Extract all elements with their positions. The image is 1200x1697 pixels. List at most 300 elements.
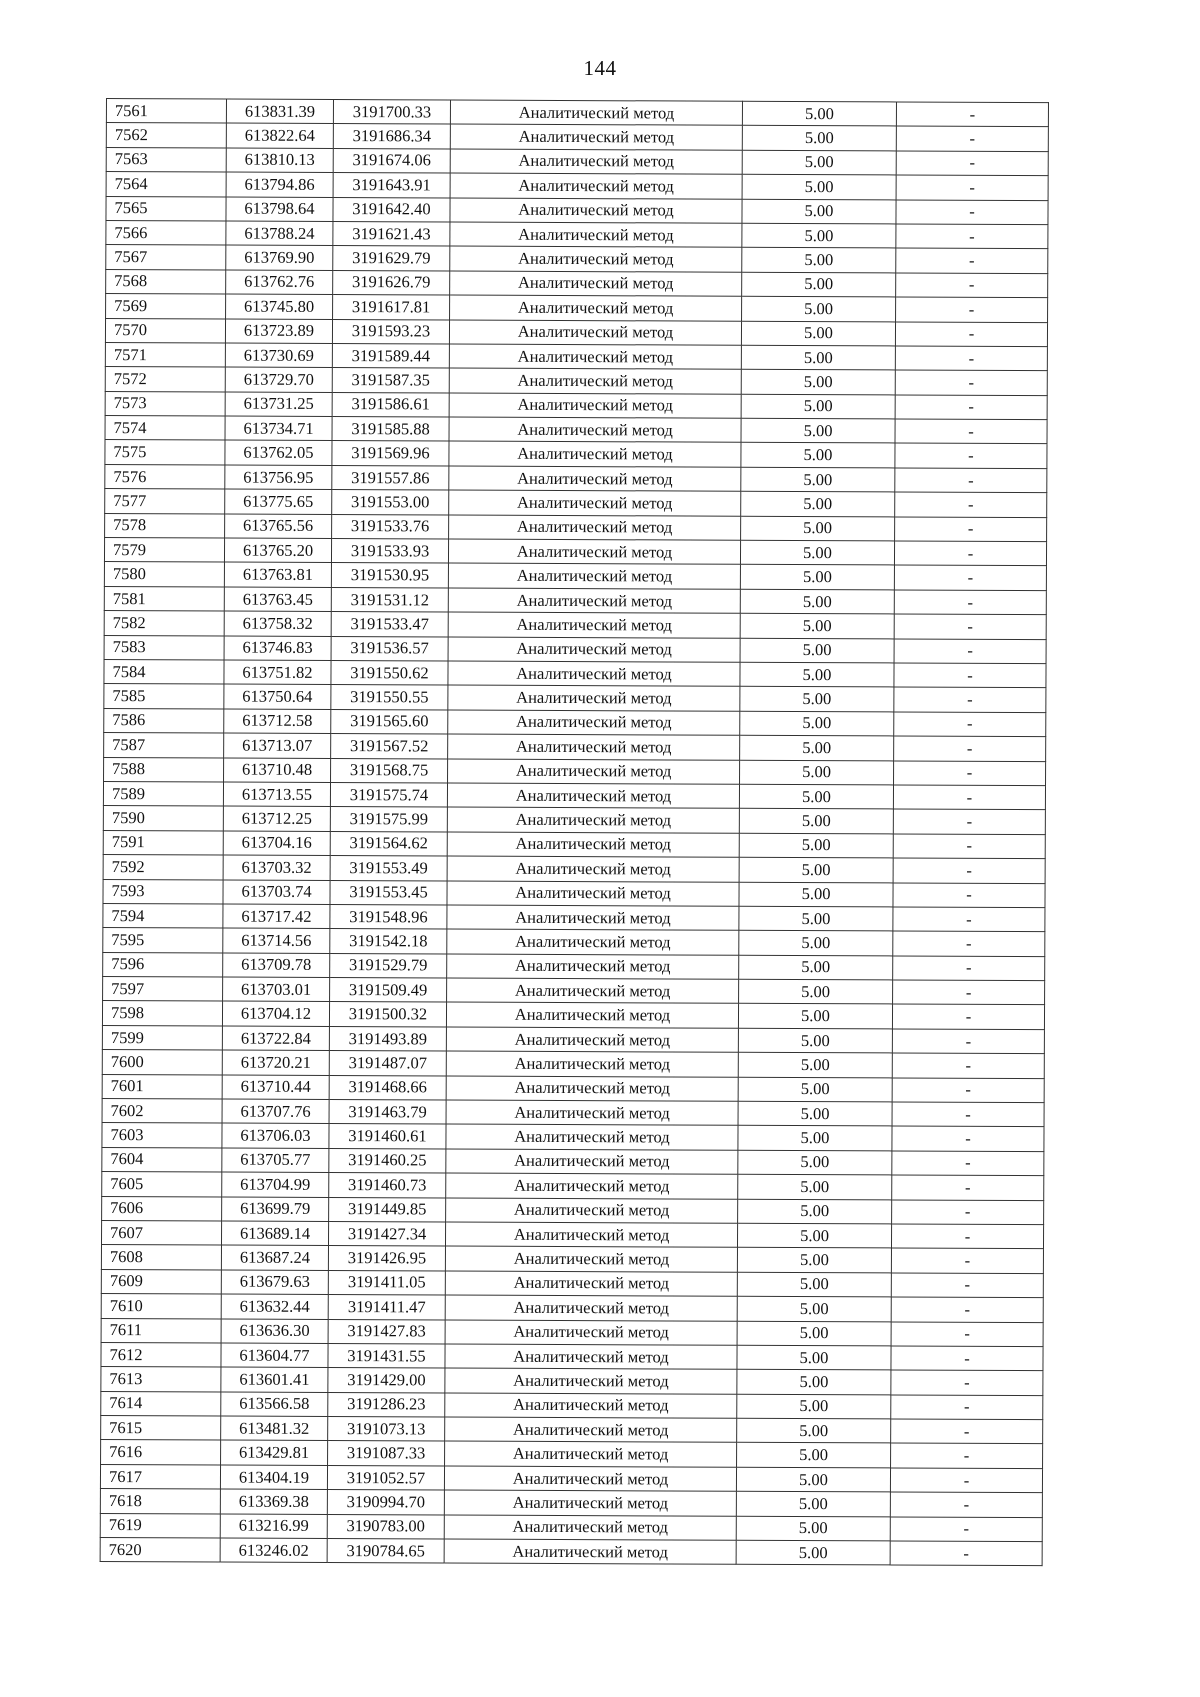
accuracy-cell: 5.00 [742,248,896,273]
accuracy-cell: 5.00 [742,174,896,199]
note-cell: - [893,858,1045,883]
accuracy-cell: 5.00 [738,1101,892,1126]
method-cell: Аналитический метод [445,1368,737,1394]
note-cell: - [896,175,1048,200]
method-cell: Аналитический метод [447,978,739,1004]
note-cell: - [891,1419,1043,1444]
x-coordinate-cell: 613720.21 [222,1050,329,1075]
point-number-cell: 7584 [104,659,224,684]
y-coordinate-cell: 3191565.60 [331,709,448,734]
method-cell: Аналитический метод [447,783,739,809]
note-cell: - [892,1053,1044,1078]
x-coordinate-cell: 613709.78 [223,953,330,978]
point-number-cell: 7599 [102,1025,222,1050]
method-cell: Аналитический метод [444,1515,736,1541]
x-coordinate-cell: 613763.81 [224,562,331,587]
note-cell: - [890,1492,1042,1517]
note-cell: - [896,224,1048,249]
point-number-cell: 7565 [106,196,226,221]
method-cell: Аналитический метод [448,685,740,711]
point-number-cell: 7586 [104,708,224,733]
point-number-cell: 7602 [102,1099,222,1124]
point-number-cell: 7613 [101,1367,221,1392]
method-cell: Аналитический метод [448,588,740,614]
y-coordinate-cell: 3191073.13 [328,1417,445,1442]
method-cell: Аналитический метод [447,880,739,906]
y-coordinate-cell: 3191533.93 [331,539,448,564]
point-number-cell: 7571 [105,342,225,367]
method-cell: Аналитический метод [450,295,742,321]
method-cell: Аналитический метод [448,734,740,760]
point-number-cell: 7616 [101,1440,221,1465]
x-coordinate-cell: 613703.74 [223,880,330,905]
accuracy-cell: 5.00 [738,1150,892,1175]
accuracy-cell: 5.00 [737,1321,891,1346]
x-coordinate-cell: 613703.01 [223,977,330,1002]
point-number-cell: 7618 [100,1489,220,1514]
method-cell: Аналитический метод [447,929,739,955]
y-coordinate-cell: 3191550.62 [331,660,448,685]
x-coordinate-cell: 613689.14 [221,1221,328,1246]
note-cell: - [895,517,1047,542]
x-coordinate-cell: 613566.58 [221,1392,328,1417]
accuracy-cell: 5.00 [738,1004,892,1029]
x-coordinate-cell: 613429.81 [221,1440,328,1465]
note-cell: - [895,346,1047,371]
y-coordinate-cell: 3191553.49 [330,856,447,881]
note-cell: - [895,370,1047,395]
accuracy-cell: 5.00 [739,979,893,1004]
point-number-cell: 7614 [101,1391,221,1416]
accuracy-cell: 5.00 [742,126,896,151]
note-cell: - [891,1395,1043,1420]
note-cell: - [896,273,1048,298]
note-cell: - [893,956,1045,981]
y-coordinate-cell: 3191589.44 [332,343,449,368]
y-coordinate-cell: 3191460.25 [329,1148,446,1173]
y-coordinate-cell: 3191533.47 [331,612,448,637]
note-cell: - [893,931,1045,956]
y-coordinate-cell: 3191411.05 [328,1270,445,1295]
x-coordinate-cell: 613758.32 [224,611,331,636]
y-coordinate-cell: 3191533.76 [332,514,449,539]
accuracy-cell: 5.00 [739,906,893,931]
note-cell: - [895,468,1047,493]
accuracy-cell: 5.00 [736,1540,890,1565]
x-coordinate-cell: 613831.39 [226,99,333,124]
x-coordinate-cell: 613713.55 [223,782,330,807]
y-coordinate-cell: 3191642.40 [333,197,450,222]
note-cell: - [896,126,1048,151]
method-cell: Аналитический метод [449,490,741,516]
note-cell: - [895,492,1047,517]
x-coordinate-cell: 613723.89 [225,319,332,344]
y-coordinate-cell: 3191460.61 [329,1124,446,1149]
note-cell: - [893,809,1045,834]
point-number-cell: 7595 [103,928,223,953]
point-number-cell: 7591 [103,830,223,855]
table-body [100,99,1048,1567]
x-coordinate-cell: 613703.32 [223,855,330,880]
point-number-cell: 7605 [102,1172,222,1197]
note-cell: - [894,663,1046,688]
note-cell: - [891,1248,1043,1273]
method-cell: Аналитический метод [445,1344,737,1370]
accuracy-cell: 5.00 [736,1467,890,1492]
x-coordinate-cell: 613704.99 [222,1172,329,1197]
method-cell: Аналитический метод [446,1002,738,1028]
accuracy-cell: 5.00 [740,565,894,590]
x-coordinate-cell: 613404.19 [220,1465,327,1490]
y-coordinate-cell: 3191674.06 [333,148,450,173]
note-cell: - [890,1468,1042,1493]
method-cell: Аналитический метод [447,954,739,980]
point-number-cell: 7563 [106,147,226,172]
accuracy-cell: 5.00 [740,662,894,687]
accuracy-cell: 5.00 [741,345,895,370]
method-cell: Аналитический метод [446,1100,738,1126]
method-cell: Аналитический метод [449,515,741,541]
point-number-cell: 7570 [105,318,225,343]
method-cell: Аналитический метод [450,222,742,248]
accuracy-cell: 5.00 [740,589,894,614]
x-coordinate-cell: 613712.25 [223,806,330,831]
method-cell: Аналитический метод [445,1393,737,1419]
point-number-cell: 7609 [101,1269,221,1294]
note-cell: - [893,785,1045,810]
y-coordinate-cell: 3191553.45 [330,880,447,905]
point-number-cell: 7619 [100,1513,220,1538]
method-cell: Аналитический метод [444,1466,736,1492]
note-cell: - [895,443,1047,468]
note-cell: - [895,419,1047,444]
accuracy-cell: 5.00 [741,418,895,443]
x-coordinate-cell: 613810.13 [226,148,333,173]
point-number-cell: 7615 [101,1416,221,1441]
point-number-cell: 7611 [101,1318,221,1343]
x-coordinate-cell: 613704.16 [223,831,330,856]
accuracy-cell: 5.00 [740,613,894,638]
note-cell: - [894,712,1046,737]
note-cell: - [894,541,1046,566]
coordinates-table [100,98,1049,1567]
y-coordinate-cell: 3191536.57 [331,636,448,661]
method-cell: Аналитический метод [450,100,742,126]
point-number-cell: 7574 [105,416,225,441]
y-coordinate-cell: 3191575.99 [330,807,447,832]
x-coordinate-cell: 613710.48 [224,758,331,783]
x-coordinate-cell: 613369.38 [220,1489,327,1514]
x-coordinate-cell: 613679.63 [221,1270,328,1295]
accuracy-cell: 5.00 [737,1443,891,1468]
y-coordinate-cell: 3191427.34 [328,1221,445,1246]
method-cell: Аналитический метод [450,198,742,224]
x-coordinate-cell: 613798.64 [226,197,333,222]
accuracy-cell: 5.00 [739,784,893,809]
method-cell: Аналитический метод [449,417,741,443]
point-number-cell: 7588 [104,757,224,782]
note-cell: - [893,980,1045,1005]
method-cell: Аналитический метод [450,271,742,297]
accuracy-cell: 5.00 [741,370,895,395]
y-coordinate-cell: 3190783.00 [327,1514,444,1539]
accuracy-cell: 5.00 [737,1272,891,1297]
x-coordinate-cell: 613699.79 [222,1197,329,1222]
note-cell: - [891,1321,1043,1346]
x-coordinate-cell: 613706.03 [222,1123,329,1148]
point-number-cell: 7604 [102,1147,222,1172]
y-coordinate-cell: 3191617.81 [333,295,450,320]
x-coordinate-cell: 613714.56 [223,928,330,953]
y-coordinate-cell: 3191460.73 [329,1173,446,1198]
point-number-cell: 7601 [102,1074,222,1099]
y-coordinate-cell: 3191643.91 [333,173,450,198]
x-coordinate-cell: 613765.56 [225,514,332,539]
method-cell: Аналитический метод [449,344,741,370]
note-cell: - [891,1370,1043,1395]
method-cell: Аналитический метод [446,1173,738,1199]
point-number-cell: 7592 [103,855,223,880]
x-coordinate-cell: 613481.32 [221,1416,328,1441]
accuracy-cell: 5.00 [741,443,895,468]
method-cell: Аналитический метод [447,832,739,858]
method-cell: Аналитический метод [445,1417,737,1443]
note-cell: - [892,1126,1044,1151]
accuracy-cell: 5.00 [738,1174,892,1199]
method-cell: Аналитический метод [445,1271,737,1297]
x-coordinate-cell: 613604.77 [221,1343,328,1368]
x-coordinate-cell: 613246.02 [220,1538,327,1563]
note-cell: - [896,151,1048,176]
note-cell: - [894,565,1046,590]
y-coordinate-cell: 3191087.33 [328,1441,445,1466]
accuracy-cell: 5.00 [742,223,896,248]
x-coordinate-cell: 613730.69 [225,343,332,368]
point-number-cell: 7607 [101,1220,221,1245]
y-coordinate-cell: 3191575.74 [330,782,447,807]
x-coordinate-cell: 613712.58 [224,709,331,734]
method-cell: Аналитический метод [446,1027,738,1053]
method-cell: Аналитический метод [444,1539,736,1565]
accuracy-cell: 5.00 [740,711,894,736]
note-cell: - [891,1297,1043,1322]
accuracy-cell: 5.00 [737,1345,891,1370]
point-number-cell: 7593 [103,879,223,904]
point-number-cell: 7577 [105,489,225,514]
x-coordinate-cell: 613705.77 [222,1148,329,1173]
method-cell: Аналитический метод [448,637,740,663]
method-cell: Аналитический метод [449,368,741,394]
point-number-cell: 7562 [106,123,226,148]
note-cell: - [894,687,1046,712]
note-cell: - [892,1102,1044,1127]
point-number-cell: 7589 [103,781,223,806]
method-cell: Аналитический метод [446,1124,738,1150]
note-cell: - [895,395,1047,420]
accuracy-cell: 5.00 [737,1418,891,1443]
note-cell: - [896,297,1048,322]
method-cell: Аналитический метод [448,759,740,785]
note-cell: - [892,1200,1044,1225]
method-cell: Аналитический метод [448,661,740,687]
point-number-cell: 7590 [103,806,223,831]
note-cell: - [896,200,1048,225]
accuracy-cell: 5.00 [737,1394,891,1419]
note-cell: - [894,590,1046,615]
point-number-cell: 7579 [104,538,224,563]
point-number-cell: 7568 [106,269,226,294]
y-coordinate-cell: 3191463.79 [329,1099,446,1124]
y-coordinate-cell: 3191586.61 [332,392,449,417]
method-cell: Аналитический метод [448,710,740,736]
method-cell: Аналитический метод [450,173,742,199]
method-cell: Аналитический метод [447,905,739,931]
point-number-cell: 7561 [106,99,226,124]
method-cell: Аналитический метод [445,1295,737,1321]
y-coordinate-cell: 3190994.70 [327,1490,444,1515]
accuracy-cell: 5.00 [741,467,895,492]
point-number-cell: 7576 [105,464,225,489]
method-cell: Аналитический метод [447,856,739,882]
y-coordinate-cell: 3191593.23 [332,319,449,344]
accuracy-cell: 5.00 [739,955,893,980]
y-coordinate-cell: 3191426.95 [328,1246,445,1271]
y-coordinate-cell: 3191621.43 [333,221,450,246]
y-coordinate-cell: 3191564.62 [330,831,447,856]
point-number-cell: 7567 [106,245,226,270]
point-number-cell: 7564 [106,172,226,197]
note-cell: - [896,248,1048,273]
y-coordinate-cell: 3191626.79 [333,270,450,295]
y-coordinate-cell: 3191531.12 [331,587,448,612]
x-coordinate-cell: 613822.64 [226,123,333,148]
note-cell: - [894,639,1046,664]
accuracy-cell: 5.00 [737,1223,891,1248]
point-number-cell: 7606 [102,1196,222,1221]
x-coordinate-cell: 613632.44 [221,1294,328,1319]
method-cell: Аналитический метод [447,807,739,833]
note-cell: - [892,1175,1044,1200]
point-number-cell: 7620 [100,1538,220,1563]
accuracy-cell: 5.00 [741,321,895,346]
accuracy-cell: 5.00 [737,1248,891,1273]
note-cell: - [891,1273,1043,1298]
method-cell: Аналитический метод [445,1320,737,1346]
accuracy-cell: 5.00 [738,1077,892,1102]
x-coordinate-cell: 613750.64 [224,684,331,709]
accuracy-cell: 5.00 [737,1296,891,1321]
accuracy-cell: 5.00 [739,833,893,858]
y-coordinate-cell: 3191629.79 [333,246,450,271]
point-number-cell: 7610 [101,1294,221,1319]
point-number-cell: 7578 [105,513,225,538]
method-cell: Аналитический метод [445,1246,737,1272]
accuracy-cell: 5.00 [738,1126,892,1151]
accuracy-cell: 5.00 [739,882,893,907]
y-coordinate-cell: 3191587.35 [332,368,449,393]
x-coordinate-cell: 613717.42 [223,904,330,929]
y-coordinate-cell: 3191431.55 [328,1343,445,1368]
x-coordinate-cell: 613762.05 [225,440,332,465]
point-number-cell: 7596 [103,952,223,977]
y-coordinate-cell: 3191542.18 [330,929,447,954]
y-coordinate-cell: 3191493.89 [329,1026,446,1051]
method-cell: Аналитический метод [449,441,741,467]
method-cell: Аналитический метод [449,466,741,492]
y-coordinate-cell: 3191550.55 [331,685,448,710]
accuracy-cell: 5.00 [740,540,894,565]
x-coordinate-cell: 613216.99 [220,1514,327,1539]
y-coordinate-cell: 3191500.32 [329,1002,446,1027]
method-cell: Аналитический метод [448,563,740,589]
point-number-cell: 7569 [106,294,226,319]
x-coordinate-cell: 613794.86 [226,172,333,197]
y-coordinate-cell: 3191509.49 [330,978,447,1003]
note-cell: - [891,1443,1043,1468]
table-row [100,1538,1042,1567]
accuracy-cell: 5.00 [740,760,894,785]
accuracy-cell: 5.00 [740,687,894,712]
x-coordinate-cell: 613722.84 [222,1026,329,1051]
method-cell: Аналитический метод [445,1222,737,1248]
accuracy-cell: 5.00 [742,296,896,321]
note-cell: - [892,1151,1044,1176]
note-cell: - [895,321,1047,346]
note-cell: - [896,102,1048,127]
y-coordinate-cell: 3191487.07 [329,1051,446,1076]
note-cell: - [893,882,1045,907]
y-coordinate-cell: 3191052.57 [327,1465,444,1490]
method-cell: Аналитический метод [444,1490,736,1516]
point-number-cell: 7597 [103,977,223,1002]
x-coordinate-cell: 613704.12 [222,1001,329,1026]
accuracy-cell: 5.00 [738,1053,892,1078]
point-number-cell: 7617 [100,1464,220,1489]
method-cell: Аналитический метод [446,1051,738,1077]
accuracy-cell: 5.00 [739,931,893,956]
x-coordinate-cell: 613745.80 [226,294,333,319]
method-cell: Аналитический метод [450,246,742,272]
note-cell: - [893,907,1045,932]
method-cell: Аналитический метод [446,1149,738,1175]
x-coordinate-cell: 613765.20 [224,538,331,563]
note-cell: - [894,760,1046,785]
method-cell: Аналитический метод [450,149,742,175]
note-cell: - [891,1224,1043,1249]
point-number-cell: 7581 [104,586,224,611]
x-coordinate-cell: 613707.76 [222,1099,329,1124]
accuracy-cell: 5.00 [739,809,893,834]
x-coordinate-cell: 613746.83 [224,636,331,661]
accuracy-cell: 5.00 [741,492,895,517]
y-coordinate-cell: 3191568.75 [331,758,448,783]
point-number-cell: 7587 [104,733,224,758]
method-cell: Аналитический метод [449,320,741,346]
y-coordinate-cell: 3191569.96 [332,441,449,466]
note-cell: - [892,1004,1044,1029]
point-number-cell: 7608 [101,1245,221,1270]
x-coordinate-cell: 613636.30 [221,1319,328,1344]
point-number-cell: 7612 [101,1342,221,1367]
point-number-cell: 7566 [106,220,226,245]
accuracy-cell: 5.00 [737,1370,891,1395]
method-cell: Аналитический метод [446,1198,738,1224]
accuracy-cell: 5.00 [742,199,896,224]
method-cell: Аналитический метод [448,539,740,565]
x-coordinate-cell: 613763.45 [224,587,331,612]
x-coordinate-cell: 613756.95 [225,465,332,490]
accuracy-cell: 5.00 [741,394,895,419]
